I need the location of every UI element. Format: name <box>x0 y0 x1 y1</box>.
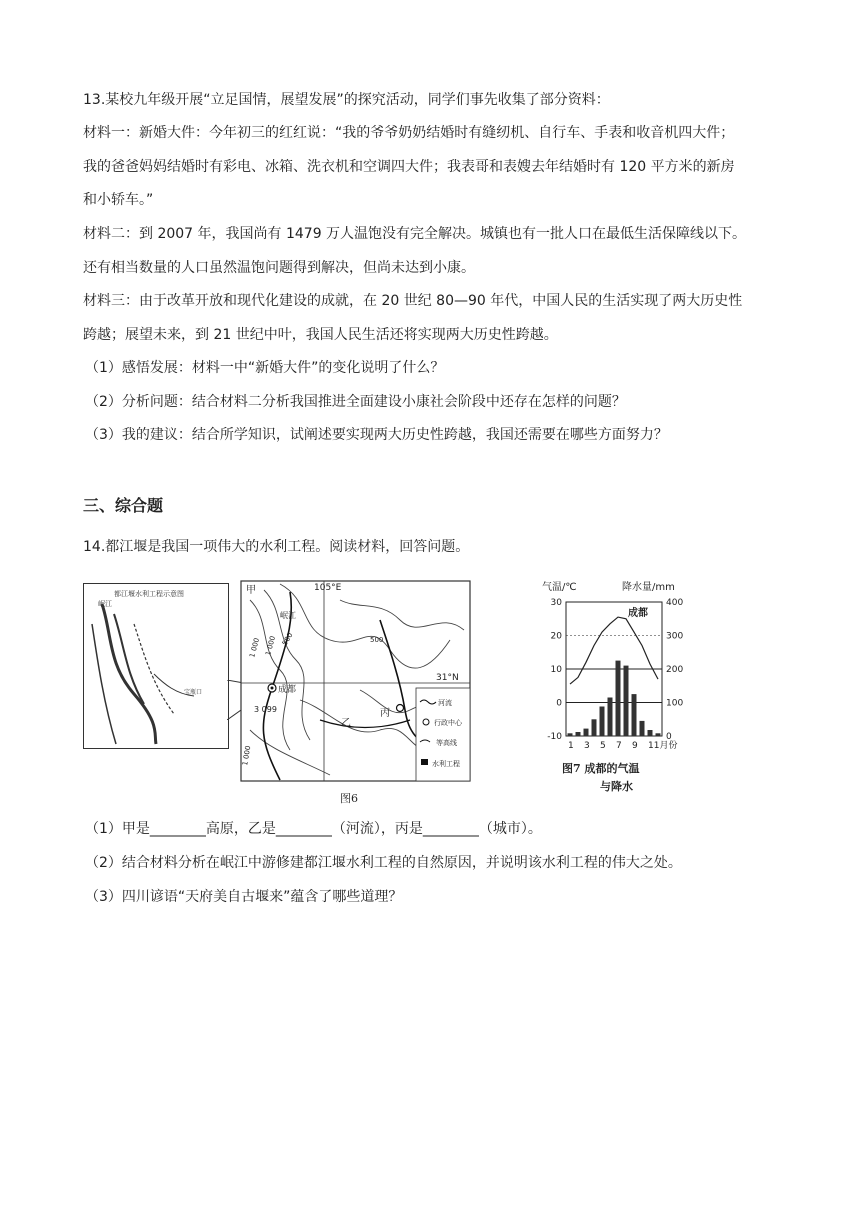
inset-river-branch <box>114 614 144 704</box>
map-contour-label-2: 1 000 <box>264 635 278 657</box>
chart-month-tick-label: 11月份 <box>648 741 678 751</box>
dujiangyan-inset-figure <box>83 583 229 749</box>
map-contour-label-1: 1 000 <box>248 637 262 659</box>
chart-precip-bar <box>576 732 581 736</box>
q13-material3-line2: 跨越；展望未来，到 21 世纪中叶，我国人民生活还将实现两大历史性跨越。 <box>83 327 558 343</box>
map-label-minjiang: 岷江 <box>280 611 296 620</box>
q13-sub1: （1）感悟发展：材料一中“新婚大件”的变化说明了什么？ <box>85 360 445 376</box>
chart-precip-tick-label: 200 <box>666 665 684 675</box>
chart-temp-tick-label: 20 <box>550 631 562 642</box>
chart-precip-bar <box>640 721 645 736</box>
inset-mouth-label: 宝瓶口 <box>184 689 203 696</box>
chart-month-tick-label: 5 <box>600 741 606 751</box>
chart-ylabel-left: 气温/℃ <box>542 582 577 593</box>
legend-water-icon <box>421 759 428 765</box>
chart-caption-line1: 图7 成都的气温 <box>562 762 640 775</box>
inset-bank-left <box>92 624 116 744</box>
chart-precip-bar <box>600 707 605 737</box>
map-city-chengdu-label: 成都 <box>278 685 297 695</box>
section-title: 三、综合题 <box>83 496 164 515</box>
chart-precip-bar <box>568 733 573 736</box>
map-city-bing-marker <box>397 705 404 712</box>
chart-precip-bar <box>592 719 597 736</box>
map-figure6 <box>240 580 472 812</box>
map-contour-label-5: 1 000 <box>241 745 253 767</box>
chart-title: 成都 <box>628 608 648 619</box>
legend-contour-label: 等高线 <box>436 739 457 747</box>
chart-precip-tick-label: 0 <box>666 732 672 742</box>
map-contour-label-3: 500 <box>280 631 295 647</box>
legend-admin-label: 行政中心 <box>434 719 462 727</box>
legend-admin-icon <box>423 719 429 725</box>
q13-title: 13.某校九年级开展“立足国情，展望发展”的探究活动，同学们事先收集了部分资料： <box>83 92 610 108</box>
chart-precip-bar <box>656 733 661 736</box>
q14-sub3: （3）四川谚语“天府美自古堰来”蕴含了哪些道理？ <box>85 889 403 905</box>
chart-precip-tick-label: 100 <box>666 698 684 709</box>
q14-title: 14.都江堰是我国一项伟大的水利工程。阅读材料，回答问题。 <box>83 539 470 555</box>
q13-sub2: （2）分析问题：结合材料二分析我国推进全面建设小康社会阶段中还存在怎样的问题？ <box>85 394 626 410</box>
chart-precip-bar <box>616 661 621 736</box>
q13-material3-line1: 材料三：由于改革开放和现代化建设的成就，在 20 世纪 80—90 年代，中国人民的生活实现了两大历史性 <box>83 293 743 309</box>
chart-temp-tick-label: 30 <box>550 598 562 608</box>
chart-precip-bar <box>584 729 589 736</box>
inset-river-label: 岷江 <box>98 600 112 608</box>
inset-title: 都江堰水利工程示意图 <box>114 590 184 598</box>
chart-month-tick-label: 1 <box>568 741 574 751</box>
chart-precip-tick-label: 300 <box>666 631 684 642</box>
chart-precip-bar <box>624 666 629 736</box>
chart-temp-tick-label: 0 <box>556 698 562 709</box>
chart-temp-tick-label: -10 <box>547 732 562 742</box>
q13-material2-line1: 材料二：到 2007 年，我国尚有 1479 万人温饱没有完全解决。城镇也有一批人口在最低生活保障线以下。 <box>83 226 747 242</box>
q13-material1-line3: 和小轿车。” <box>83 192 154 208</box>
map-contour-label-4: 500 <box>370 636 384 644</box>
chart-precip-bar <box>608 698 613 737</box>
map-label-jia: 甲 <box>246 585 256 596</box>
q13-material2-line2: 还有相当数量的人口虽然温饱问题得到解决，但尚未达到小康。 <box>83 260 475 276</box>
q14-sub1: （1）甲是________高原，乙是________（河流），丙是________（城市）。 <box>85 821 542 837</box>
q13-sub3: （3）我的建议：结合所学知识，试阐述要实现两大历史性跨越，我国还需要在哪些方面努力？ <box>85 427 668 443</box>
chart-precip-tick-label: 400 <box>666 598 684 608</box>
q14-sub2: （2）结合材料分析在岷江中游修建都江堰水利工程的自然原因，并说明该水利工程的伟大之处。 <box>85 855 682 871</box>
chart-month-tick-label: 7 <box>616 741 622 751</box>
map-city-chengdu-dot <box>271 687 274 690</box>
chart-ylabel-right: 降水量/mm <box>622 582 675 593</box>
chart-caption-line2: 与降水 <box>600 780 633 793</box>
map-label-bing: 丙 <box>380 708 390 719</box>
legend-river-label: 河流 <box>438 699 452 707</box>
q13-material1-line2: 我的爸爸妈妈结婚时有彩电、冰箱、洗衣机和空调四大件；我表哥和表嫂去年结婚时有 120 平方米的新房 <box>83 159 735 175</box>
chart-month-tick-label: 3 <box>584 741 590 751</box>
chart-temp-tick-label: 10 <box>550 665 562 675</box>
map-lon-label: 105°E <box>314 583 342 593</box>
climate-chart <box>530 576 710 806</box>
map-label-yi: 乙 <box>341 718 351 729</box>
map-lat-label: 31°N <box>436 673 459 683</box>
map-elevation-label: 3 099 <box>254 705 277 714</box>
q13-material1-line1: 材料一：新婚大件：今年初三的红红说：“我的爷爷奶奶结婚时有缝纫机、自行车、手表和收音机四大件； <box>83 125 735 141</box>
chart-precip-bar <box>632 694 637 736</box>
legend-water-label: 水利工程 <box>432 760 460 768</box>
chart-month-tick-label: 9 <box>632 741 638 751</box>
map-caption: 图6 <box>340 792 358 805</box>
chart-precip-bar <box>648 730 653 736</box>
